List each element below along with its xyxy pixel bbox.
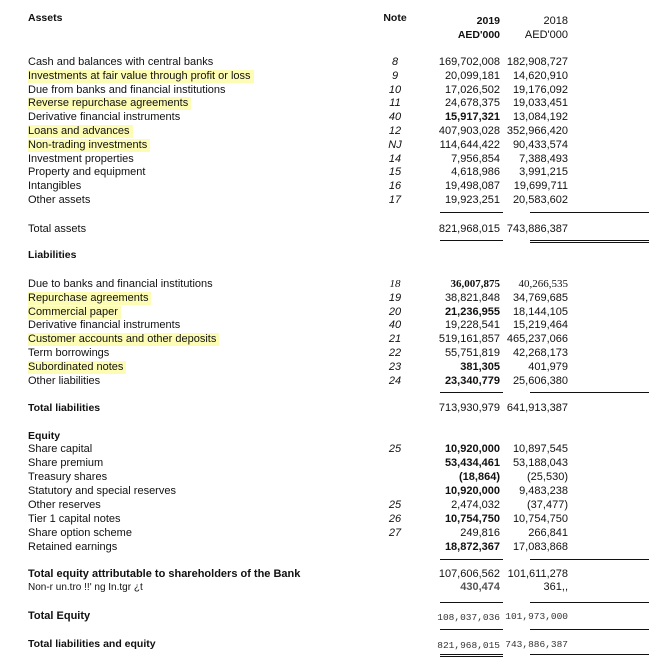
value-2018: 34,769,685 — [512, 291, 568, 304]
line-item-label: Reverse repurchase agreements — [28, 97, 191, 110]
total-rule — [440, 240, 503, 241]
value-2019: 24,678,375 — [444, 97, 500, 110]
value-2018: 19,033,451 — [512, 97, 568, 110]
total-assets-label: Total assets — [28, 223, 87, 235]
value-2018: 465,237,066 — [506, 333, 568, 346]
value-2019: 19,923,251 — [444, 194, 500, 206]
line-item-label: Treasury shares — [28, 471, 108, 483]
total-rule — [530, 240, 649, 243]
subtotal-rule — [440, 212, 503, 213]
value-2019: 519,161,857 — [438, 333, 500, 346]
value-2018: 20,583,602 — [512, 194, 568, 206]
line-item-label: Other liabilities — [28, 374, 101, 387]
note-ref: 9 — [391, 69, 399, 82]
value-2018: 42,268,173 — [512, 347, 568, 359]
value-2018: 10,754,750 — [512, 513, 568, 525]
liabilities-heading: Liabilities — [28, 249, 77, 261]
line-item-label: Property and equipment — [28, 166, 146, 179]
value-2018: 53,188,043 — [512, 457, 568, 469]
line-item-label: Term borrowings — [28, 347, 110, 359]
note-ref: 23 — [388, 360, 402, 373]
value-2019: 10,754,750 — [444, 513, 500, 525]
line-item-label: Tier 1 capital notes — [28, 513, 121, 525]
value-2018: 17,083,868 — [512, 541, 568, 553]
non-controlling-label: Non-r un.tro !!' ng In.tgr ¿t — [28, 582, 143, 593]
value-2018: 401,979 — [528, 360, 568, 373]
value-2019: 7,956,854 — [451, 152, 500, 165]
value-2018: 40,266,535 — [518, 278, 568, 290]
subtotal-rule — [530, 602, 649, 603]
total-assets-2019: 821,968,015 — [438, 223, 500, 235]
subtotal-rule — [440, 559, 503, 560]
value-2018: 9,483,238 — [519, 485, 568, 497]
line-item-label: Retained earnings — [28, 541, 118, 553]
line-item-label: Derivative financial instruments — [28, 319, 181, 332]
value-2018: 18,144,105 — [512, 305, 568, 318]
note-ref: 18 — [389, 278, 401, 290]
value-2018: 7,388,493 — [519, 152, 568, 165]
total-rule — [530, 654, 649, 655]
line-item-label: Share premium — [28, 457, 104, 469]
note-ref: 15 — [388, 166, 402, 179]
unit-2019-header: AED'000 — [457, 29, 500, 41]
value-2019: 2,474,032 — [451, 499, 500, 511]
total-rule — [440, 654, 503, 657]
note-ref: 12 — [388, 125, 402, 137]
value-2018: 19,699,711 — [513, 180, 568, 193]
line-item-label: Other assets — [28, 194, 91, 206]
line-item-label: Statutory and special reserves — [28, 485, 176, 497]
note-ref: 10 — [388, 83, 402, 96]
note-ref: NJ — [388, 138, 402, 151]
non-controlling-2019: 430,474 — [460, 581, 500, 593]
subtotal-rule — [440, 602, 503, 603]
assets-heading: Assets — [28, 12, 63, 24]
value-2019: 4,618,986 — [451, 166, 500, 179]
value-2019: 53,434,461 — [444, 457, 500, 469]
total-equity-2018: 101,973,000 — [505, 611, 568, 622]
value-2018: (37,477) — [527, 499, 568, 511]
line-item-label: Intangibles — [28, 180, 82, 193]
value-2019: 249,816 — [460, 527, 500, 539]
total-equity-2019: 108,037,036 — [437, 612, 500, 623]
note-ref: 27 — [388, 527, 402, 539]
note-ref: 26 — [388, 513, 402, 525]
note-ref: 8 — [391, 56, 399, 68]
note-ref: 19 — [388, 291, 402, 304]
value-2018: 352,966,420 — [506, 125, 568, 137]
value-2019: 10,920,000 — [444, 485, 500, 497]
note-ref: 25 — [388, 499, 402, 511]
total-equity-attributable-2018: 101,611,278 — [507, 568, 568, 580]
subtotal-rule — [440, 629, 503, 630]
value-2018: 19,176,092 — [512, 83, 568, 96]
value-2019: 114,644,422 — [439, 138, 500, 151]
value-2018: (25,530) — [527, 471, 568, 483]
note-ref: 22 — [388, 347, 402, 359]
value-2019: 19,498,087 — [444, 180, 500, 193]
line-item-label: Due from banks and financial institutions — [28, 83, 226, 96]
total-equity-attributable-2019: 107,606,562 — [438, 568, 500, 580]
total-equity-label: Total Equity — [28, 610, 91, 622]
line-item-label: Derivative financial instruments — [28, 111, 181, 124]
value-2018: 25,606,380 — [512, 374, 568, 387]
value-2018: 3,991,215 — [519, 166, 568, 179]
year-2019-header: 2019 — [476, 15, 500, 27]
line-item-label: Share option scheme — [28, 527, 132, 539]
total-liabilities-2018: 641,913,387 — [506, 402, 568, 414]
note-ref: 14 — [388, 152, 402, 165]
unit-2018-header: AED'000 — [524, 29, 568, 41]
total-assets-2018: 743,886,387 — [506, 223, 568, 235]
value-2019: 10,920,000 — [444, 443, 500, 455]
total-liabilities-2019: 713,930,979 — [438, 402, 500, 414]
value-2018: 15,219,464 — [512, 319, 568, 332]
note-ref: 25 — [388, 443, 402, 455]
note-ref: 20 — [388, 305, 402, 318]
subtotal-rule — [530, 212, 649, 213]
value-2018: 14,620,910 — [512, 69, 568, 82]
total-equity-attributable-label: Total equity attributable to shareholders of the Bank — [28, 568, 301, 580]
equity-heading: Equity — [28, 430, 61, 442]
value-2019: 15,917,321 — [444, 111, 500, 124]
value-2019: 18,872,367 — [444, 541, 500, 553]
subtotal-rule — [440, 392, 503, 393]
total-liabilities-label: Total liabilities — [28, 402, 101, 414]
value-2019: 407,903,028 — [438, 125, 500, 137]
line-item-label: Non-trading investments — [28, 139, 150, 152]
note-ref: 21 — [388, 333, 402, 346]
note-ref: 16 — [388, 180, 402, 193]
value-2018: 182,908,727 — [506, 56, 568, 68]
line-item-label: Due to banks and financial institutions — [28, 278, 213, 290]
line-item-label: Other reserves — [28, 499, 101, 511]
value-2019: 19,228,541 — [444, 319, 500, 332]
total-liabilities-equity-2019: 821,968,015 — [437, 640, 500, 651]
note-column-header: Note — [383, 12, 407, 24]
value-2019: 20,099,181 — [444, 69, 500, 82]
value-2018: 13,084,192 — [512, 111, 568, 124]
line-item-label: Cash and balances with central banks — [28, 56, 214, 68]
line-item-label: Repurchase agreements — [28, 292, 151, 305]
note-ref: 40 — [388, 111, 402, 124]
line-item-label: Investment properties — [28, 152, 134, 165]
subtotal-rule — [530, 392, 649, 393]
value-2018: 10,897,545 — [512, 443, 568, 455]
total-liabilities-equity-2018: 743,886,387 — [505, 639, 568, 650]
value-2019: 21,236,955 — [444, 305, 500, 318]
value-2019: 169,702,008 — [438, 56, 500, 68]
note-ref: 11 — [389, 97, 401, 110]
line-item-label: Commercial paper — [28, 306, 121, 319]
note-ref: 40 — [388, 319, 402, 332]
value-2018: 266,841 — [528, 527, 568, 539]
value-2019: 38,821,848 — [444, 291, 500, 304]
value-2018: 90,433,574 — [512, 138, 568, 151]
line-item-label: Share capital — [28, 443, 93, 455]
subtotal-rule — [530, 559, 649, 560]
note-ref: 24 — [388, 374, 402, 387]
year-2018-header: 2018 — [543, 15, 568, 27]
value-2019: 381,305 — [460, 360, 500, 373]
subtotal-rule — [530, 629, 649, 630]
value-2019: (18,864) — [459, 471, 500, 483]
line-item-label: Customer accounts and other deposits — [28, 333, 219, 346]
value-2019: 55,751,819 — [444, 347, 500, 359]
value-2019: 36,007,875 — [450, 278, 500, 290]
total-liabilities-equity-label: Total liabilities and equity — [28, 638, 156, 650]
non-controlling-2018: 361,, — [543, 581, 568, 593]
value-2019: 17,026,502 — [444, 83, 500, 96]
value-2019: 23,340,779 — [444, 374, 500, 387]
line-item-label: Subordinated notes — [28, 361, 126, 374]
line-item-label: Investments at fair value through profit or loss — [28, 70, 254, 83]
note-ref: 17 — [388, 194, 402, 206]
line-item-label: Loans and advances — [28, 125, 133, 138]
